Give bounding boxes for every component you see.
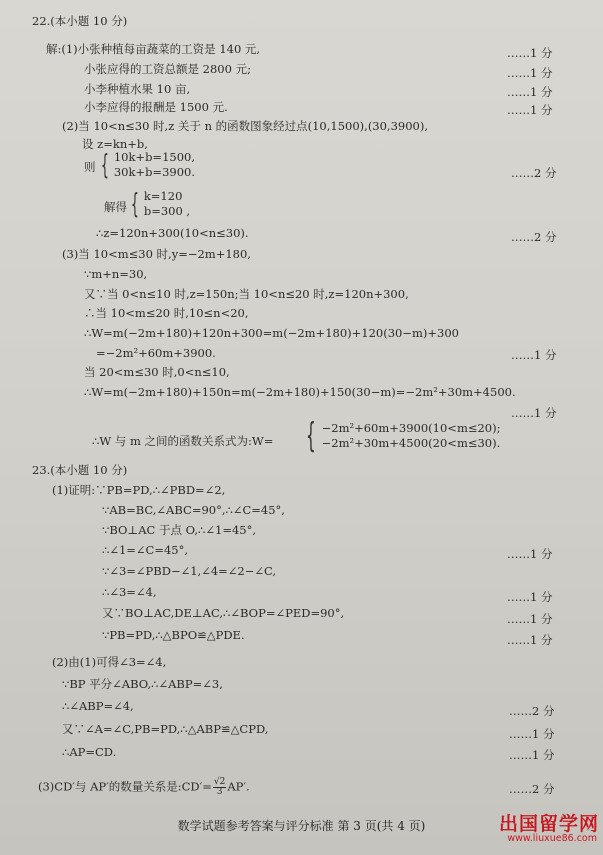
- q22-part3-line: ∵m+n=30,: [84, 267, 148, 281]
- q22-then-label: 则: [84, 160, 96, 174]
- q23-part2-line: ∴∠ABP=∠4,: [62, 699, 134, 713]
- q22-part2-line: 设 z=kn+b,: [82, 137, 148, 151]
- q23-part1-line: ∴∠1=∠C=45°,: [102, 543, 189, 557]
- fraction: [213, 778, 226, 797]
- brace-icon: {: [130, 187, 139, 220]
- q23-part3-line: [38, 778, 250, 797]
- score-mark: ……1 分: [511, 348, 557, 362]
- score-mark: ……1 分: [509, 748, 555, 762]
- q22-part3-line: ∴W=m(−2m+180)+120n+300=m(−2m+180)+120(30−m)+300: [84, 326, 459, 340]
- equation-system: [126, 189, 190, 219]
- q23-part1-line: ∵AB=BC,∠ABC=90°,∴∠C=45°,: [102, 503, 285, 517]
- q22-part3-line: 当 20<m≤30 时,0<n≤10,: [84, 365, 230, 379]
- q23-part1-line: (1)证明:∵PB=PD,∴∠PBD=∠2,: [52, 483, 226, 497]
- score-mark: ……2 分: [509, 704, 555, 718]
- q23-part2-line: 又∵∠A=∠C,PB=PD,∴△ABP≌△CPD,: [62, 722, 269, 736]
- equation-line: b=300 ,: [143, 204, 191, 218]
- q23-part1-line: ∵PB=PD,∴△BPO≌△PDE.: [102, 628, 245, 642]
- q22-line-2: 小张应得的工资总额是 2800 元;: [84, 62, 251, 76]
- piecewise-line: −2m²+30m+4500(20<m≤30).: [321, 436, 501, 450]
- score-mark: ……1 分: [507, 66, 553, 80]
- score-mark: ……1 分: [507, 590, 553, 604]
- fraction-numerator: √2: [213, 777, 226, 787]
- q22-line-4: 小李应得的报酬是 1500 元.: [84, 100, 228, 114]
- watermark-url: www.liuxue86.com: [507, 833, 597, 844]
- q22-part3-line: (3)当 10<m≤30 时,y=−2m+180,: [62, 247, 251, 261]
- q23-part3-suffix: AP′.: [227, 779, 250, 794]
- q23-part3-text: (3)CD′与 AP′的数量关系是:CD′=: [38, 779, 212, 794]
- brace-icon: {: [100, 148, 109, 181]
- q22-part3-line: ∴当 10<m≤20 时,10≤n<20,: [84, 306, 249, 320]
- equation-system: [96, 150, 195, 180]
- q23-part2-line: ∴AP=CD.: [62, 745, 117, 759]
- watermark-logo: [469, 809, 599, 849]
- q22-part3-line: 又∵当 0<n≤10 时,z=150n;当 10<n≤20 时,z=120n+300,: [84, 287, 409, 301]
- score-mark: ……1 分: [507, 612, 553, 626]
- score-mark: ……2 分: [511, 166, 557, 180]
- page-footer: 数学试题参考答案与评分标准 第 3 页(共 4 页): [177, 819, 426, 833]
- q23-part2-line: ∵BP 平分∠ABO,∴∠ABP=∠3,: [62, 677, 223, 691]
- equation-line: k=120: [143, 189, 183, 203]
- q22-part2-result: ∴z=120n+300(10<n≤30).: [96, 226, 249, 240]
- score-mark: ……1 分: [509, 727, 555, 741]
- q23-part1-line: ∴∠3=∠4,: [102, 585, 157, 599]
- score-mark: ……1 分: [511, 406, 557, 420]
- equation-line: 30k+b=3900.: [113, 165, 195, 179]
- brace-icon: {: [305, 416, 316, 456]
- q22-part3-line: ∴W=m(−2m+180)+150n=m(−2m+180)+150(30−m)=−2m²+30m+4500.: [84, 385, 516, 399]
- q23-part1-line: 又∵BO⊥AC,DE⊥AC,∴∠BOP=∠PED=90°,: [102, 606, 345, 620]
- score-mark: ……1 分: [507, 103, 553, 117]
- q23-part1-line: ∵∠3=∠PBD−∠1,∠4=∠2−∠C,: [102, 564, 277, 578]
- q22-summary-label: ∴W 与 m 之间的函数关系式为:W=: [92, 434, 274, 448]
- q22-line-3: 小李种植水果 10 亩,: [84, 82, 191, 96]
- q22-heading: 22.(本小题 10 分): [32, 14, 128, 28]
- equation-line: 10k+b=1500,: [113, 150, 195, 164]
- score-mark: ……1 分: [507, 46, 553, 60]
- q22-part3-line: =−2m²+60m+3900.: [96, 346, 216, 360]
- q23-part1-line: ∵BO⊥AC 于点 O,∴∠1=45°,: [102, 523, 256, 537]
- watermark-title: 出国留学网: [498, 813, 599, 835]
- q23-heading: 23.(本小题 10 分): [32, 463, 128, 477]
- score-mark: ……1 分: [507, 633, 553, 647]
- fraction-denominator: 3: [216, 787, 223, 797]
- score-mark: ……2 分: [509, 782, 555, 796]
- q22-line-1: 解:(1)小张种植每亩蔬菜的工资是 140 元,: [46, 42, 261, 56]
- piecewise-function: [300, 416, 501, 456]
- q22-solve-label: 解得: [104, 200, 127, 214]
- score-mark: ……2 分: [511, 230, 557, 244]
- q23-part2-line: (2)由(1)可得∠3=∠4,: [52, 655, 167, 669]
- piecewise-line: −2m²+60m+3900(10<m≤20);: [321, 421, 501, 435]
- q22-part2-line: (2)当 10<n≤30 时,z 关于 n 的函数图象经过点(10,1500),(30,3900),: [62, 119, 428, 133]
- score-mark: ……1 分: [507, 547, 553, 561]
- score-mark: ……1 分: [507, 85, 553, 99]
